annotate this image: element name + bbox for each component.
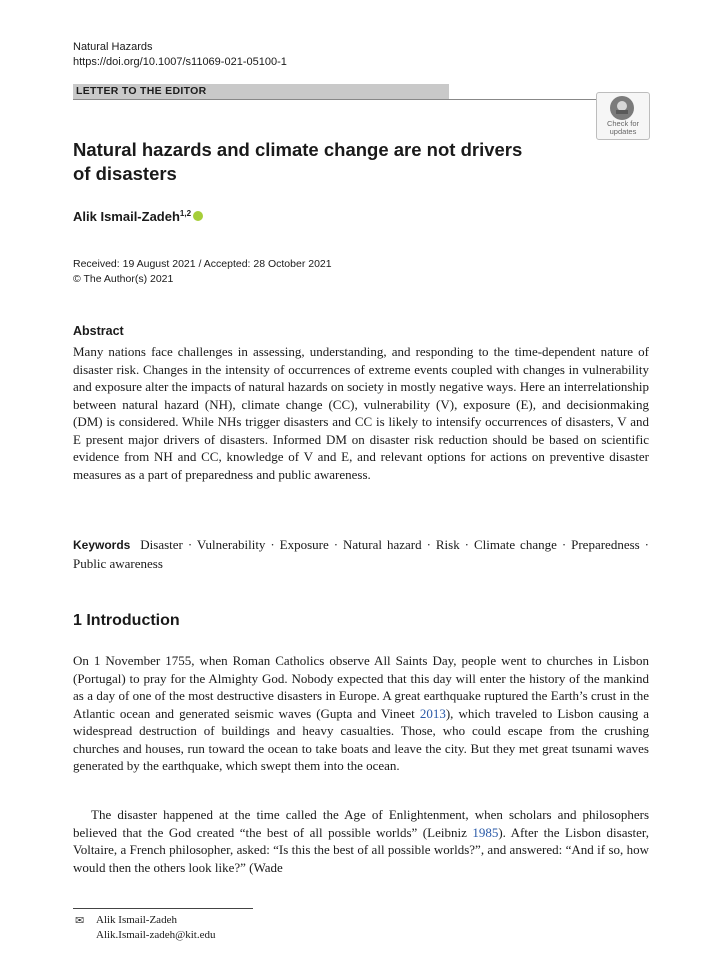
journal-name: Natural Hazards [73, 41, 153, 53]
article-type-label: LETTER TO THE EDITOR [76, 85, 207, 97]
author-line [73, 209, 203, 224]
corresponding-author-name: Alik Ismail-Zadeh [96, 914, 177, 926]
keywords-label: Keywords [73, 538, 131, 552]
paragraph-text: On 1 November 1755, when Roman Catholics observe All Saints Day, people went to churches in Lisbon (Portugal) to pray for the Almighty God. Nobody expected that this day will enter the history of the mankind as a day of one of the most destructive disasters in Europe. A great earthquake ruptured the Earth’s crust in the Atlantic ocean and generated seismic waves (Gupta and Vineet [73, 653, 649, 721]
footnote-rule [73, 908, 253, 909]
corresponding-author-email[interactable]: Alik.Ismail-zadeh@kit.edu [96, 929, 216, 941]
author-affiliation-marks: 1,2 [179, 209, 192, 218]
paragraph-text: The disaster happened at the time called the Age of Enlightenment, when scholars and philosophers believed that the God created “the best of all possible worlds” (Leibniz [73, 807, 649, 840]
check-for-updates-label: Check for updates [606, 119, 640, 136]
doi-link[interactable]: https://doi.org/10.1007/s11069-021-05100-1 [73, 56, 287, 68]
author-name[interactable]: Alik Ismail-Zadeh [73, 209, 180, 224]
paragraph-text: ), which traveled to Lisbon causing a widespread destruction of buildings and heavy casualties. Those, who could escape from the crushing churches and houses, run toward the ocean to take boats and leave the city. But they met great tsunami waves generated by the earthquake, which swept them into the ocean. [73, 705, 650, 773]
keywords-line [73, 536, 649, 572]
intro-paragraph-1 [73, 652, 649, 775]
citation-link[interactable]: 2013 [419, 705, 446, 721]
article-type-bar [73, 84, 449, 99]
envelope-icon: ✉ [75, 915, 85, 927]
article-title: Natural hazards and climate change are not drivers of disasters [73, 139, 523, 184]
header-rule [73, 99, 649, 100]
keywords-list: Disaster · Vulnerability · Exposure · Natural hazard · Risk · Climate change · Preparedness · Public awareness [73, 537, 649, 571]
orcid-icon[interactable] [193, 211, 203, 221]
abstract-text: Many nations face challenges in assessing, understanding, and responding to the time-dependent nature of disaster risk. Changes in the intensity of occurrences of extreme events coupled with changes in vulnerability and exposure alter the impacts of natural hazards on society in mostly negative ways. Here an interrelationship between natural hazard (NH), climate change (CC), vulnerability (V), exposure (E), and decisionmaking (DM) is considered. While NHs trigger disasters and CC is likely to intensify occurrences of disasters, V and E present major drivers of disasters. Informed DM on disaster risk reduction should be based on scientific evidence from NH and CC, knowledge of V and E, and relevant options for actions on preventive disaster measures as a part of preparedness and public awareness. [73, 344, 649, 482]
paragraph-text: ). After the Lisbon disaster, Voltaire, a French philosopher, asked: “Is this the best of all possible worlds?”, and answered: “And if so, how would then the others look like?” (Wade [73, 824, 649, 875]
abstract-heading: Abstract [73, 324, 124, 338]
check-for-updates-button[interactable] [596, 92, 650, 140]
intro-paragraph-2 [73, 806, 649, 876]
copyright-notice: © The Author(s) 2021 [73, 273, 174, 285]
section-heading-introduction: 1 Introduction [73, 612, 180, 629]
crossmark-icon [610, 96, 634, 120]
received-accepted-dates: Received: 19 August 2021 / Accepted: 28 October 2021 [73, 258, 332, 270]
citation-link[interactable]: 1985 [472, 824, 499, 840]
